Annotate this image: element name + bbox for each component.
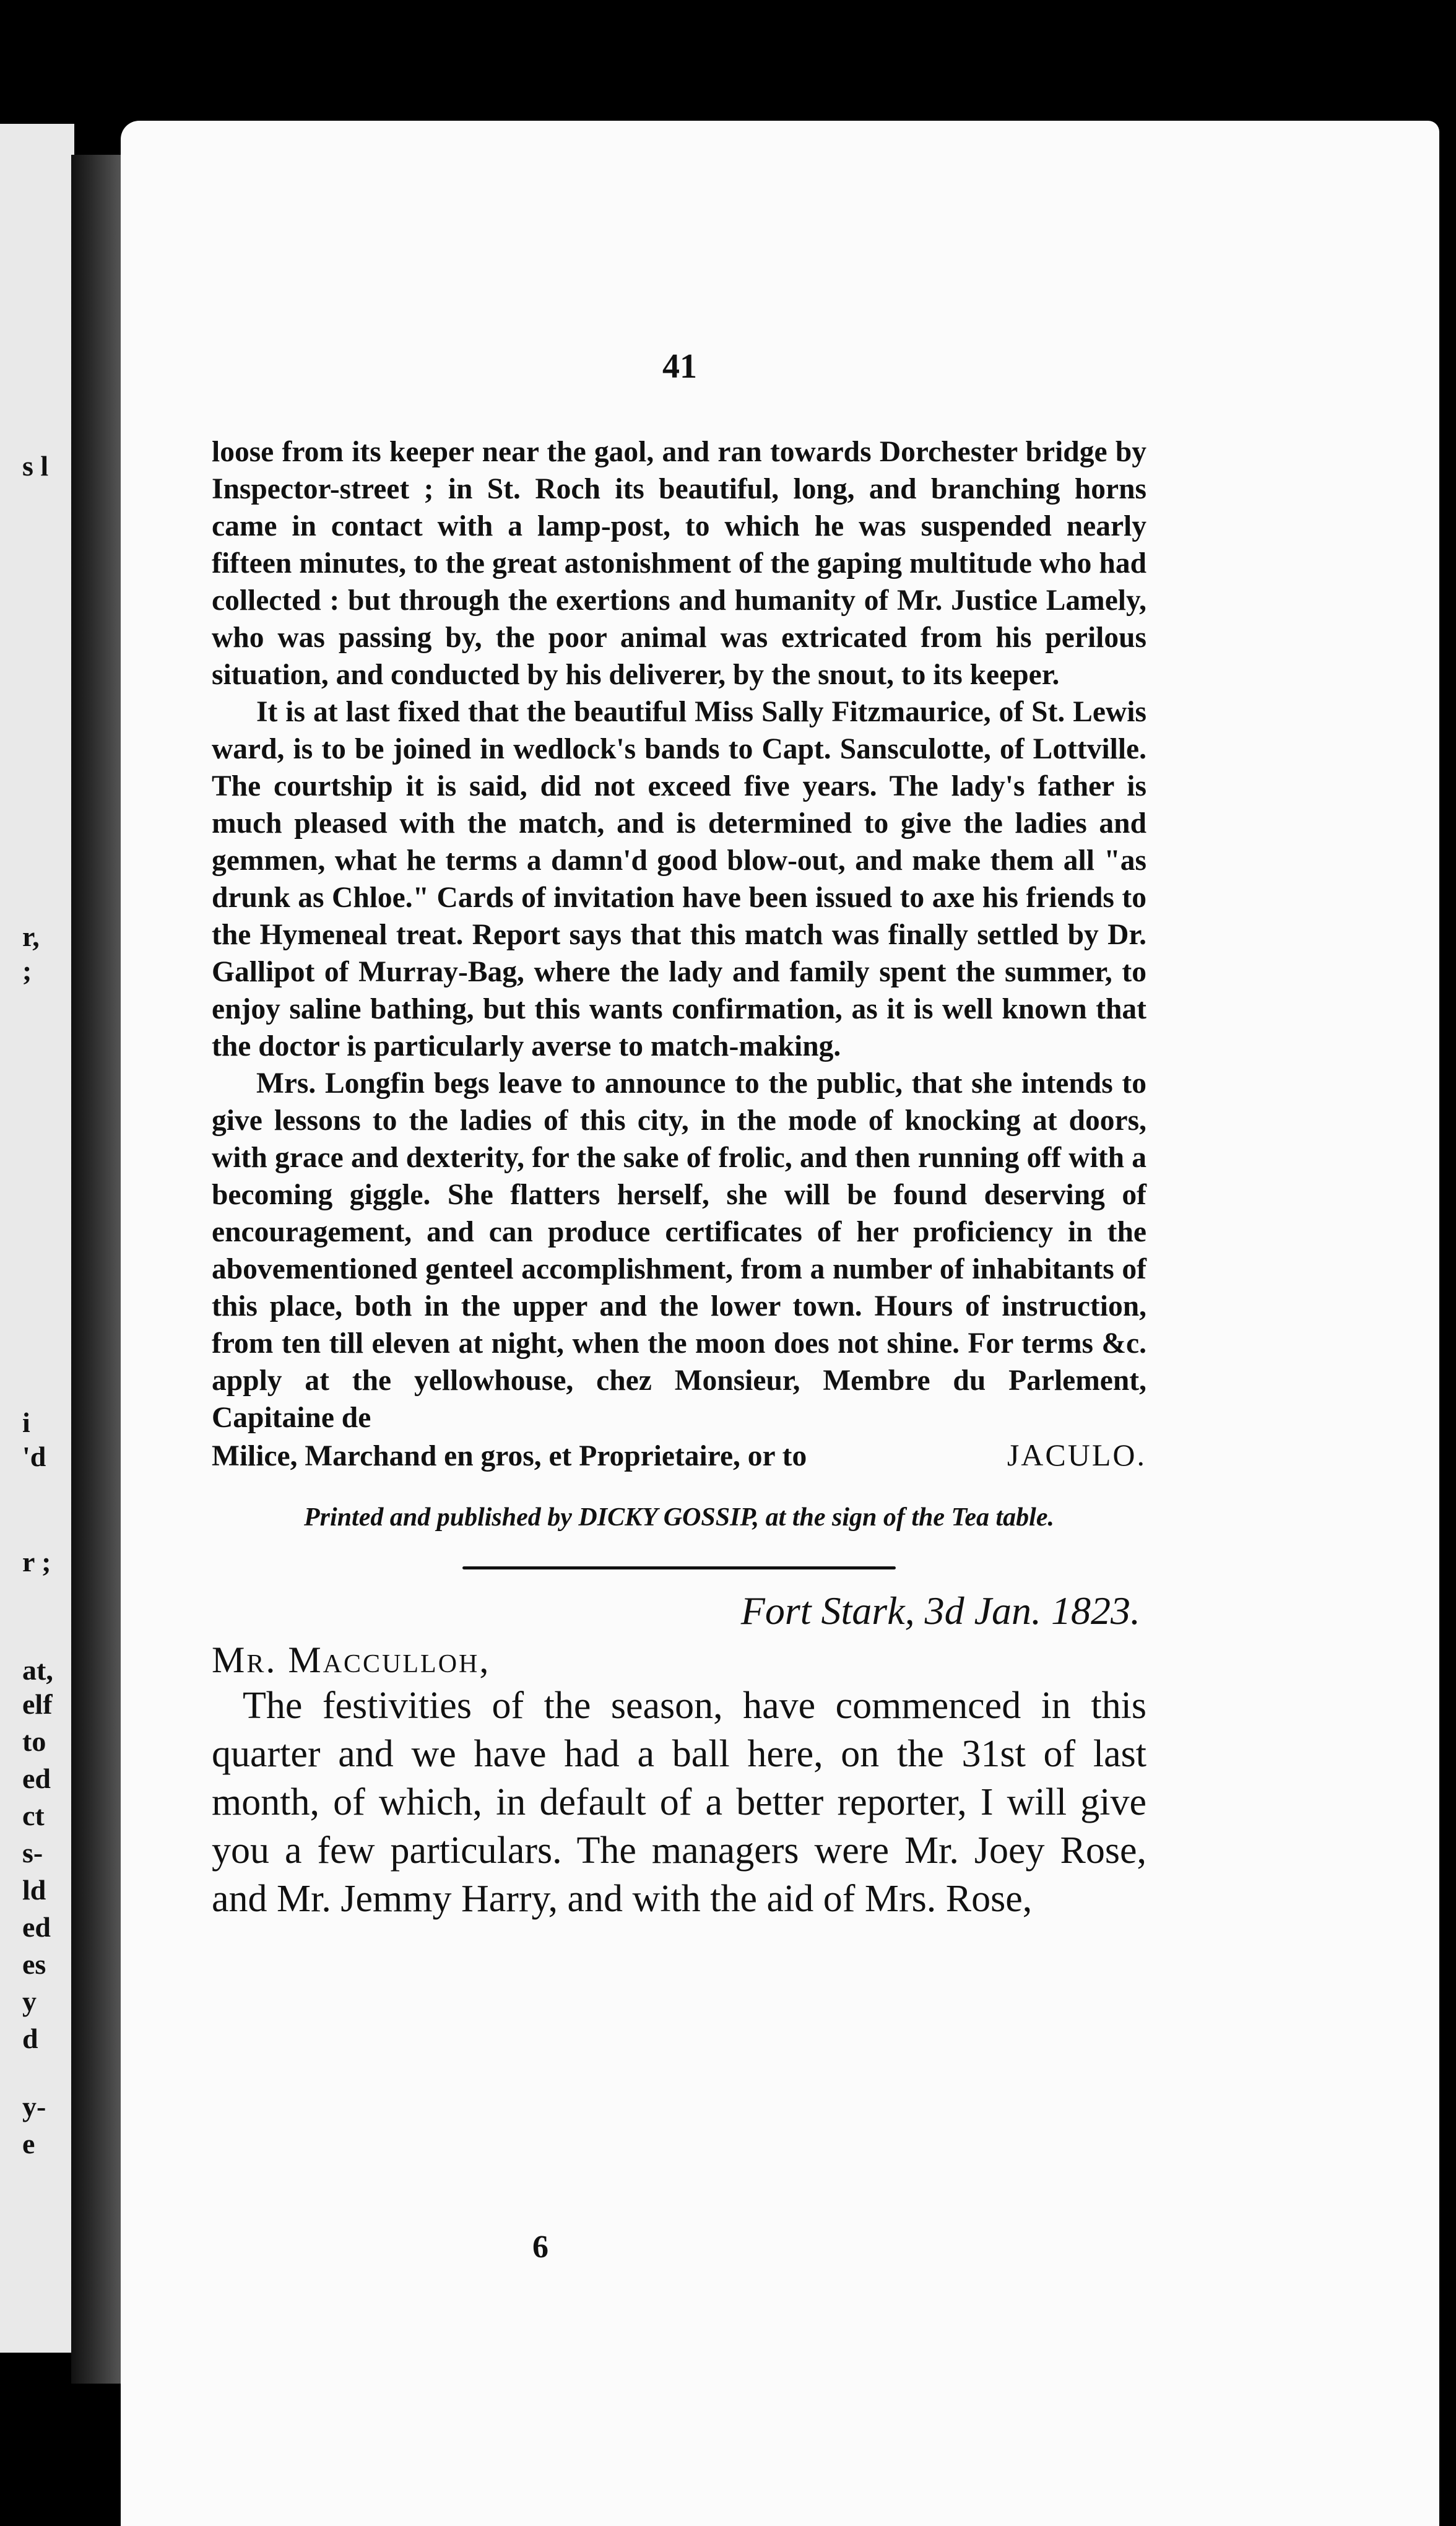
left-fragment: at,: [22, 1654, 53, 1686]
left-page-fragment: [0, 124, 74, 2353]
left-fragment: d: [22, 2023, 38, 2054]
page-content: [212, 433, 1146, 1923]
section-divider: [462, 1566, 896, 1569]
left-fragment: y-: [22, 2091, 46, 2122]
left-fragment: 'd: [22, 1441, 46, 1472]
left-fragment: s-: [22, 1837, 43, 1868]
left-fragment: ld: [22, 1874, 46, 1906]
signoff-text: Milice, Marchand en gros, et Proprietaire, or to: [212, 1440, 807, 1472]
left-fragment: e: [22, 2128, 35, 2159]
left-fragment: ct: [22, 1800, 45, 1831]
signoff-line: [212, 1436, 1146, 1475]
left-fragment: ed: [22, 1911, 51, 1943]
paragraph-wedding-notice: It is at last fixed that the beautiful Miss Sally Fitzmaurice, of St. Lewis ward, is to be joined in wedlock's bands to Capt. Sansculotte, of Lottville. The courtship it is said, did not exceed five years. The lady's father is much pleased with the match, and is determined to give the ladies and gemmen, what he terms a damn'd good blow-out, and make them all "as drunk as Chloe." Cards of invitation have been issued to axe his friends to the Hymeneal treat. Report says that this match was finally settled by Dr. Gallipot of Murray-Bag, where the lady and family spent the summer, to enjoy saline bathing, but this wants confirmation, as it is well known that the doctor is particularly averse to match-making.: [212, 696, 1146, 1062]
left-fragment: y: [22, 1986, 37, 2017]
left-fragment: to: [22, 1725, 46, 1757]
left-fragment: ;: [22, 955, 32, 986]
paragraph-loose-animal: loose from its keeper near the gaol, and ran towards Dorchester bridge by Inspector-street ; in St. Roch its beautiful, long, and branching horns came in contact with a lamp-post, to which he was suspended nearly fifteen minutes, to the great astonishment of the gaping multitude who had collected : but through the exertions and humanity of Mr. Justice Lamely, who was passing by, the poor animal was extricated from his perilous situation, and conducted by his deliverer, by the snout, to its keeper.: [212, 436, 1146, 691]
left-fragment: r ;: [22, 1546, 51, 1578]
paragraph-mrs-longfin: Mrs. Longfin begs leave to announce to the public, that she intends to give lessons to the ladies of this city, in the mode of knocking at doors, with grace and dexterity, for the sake of frolic, and then running off with a becoming giggle. She flatters herself, she will be found deserving of encouragement, and can produce certificates of her proficiency in the abovementioned genteel accomplishment, from a number of inhabitants of this place, both in the upper and the lower town. Hours of instruction, from ten till eleven at night, when the moon does not shine. For terms &c. apply at the yellowhouse, chez Monsieur, Membre du Parlement, Capitaine de: [212, 1067, 1146, 1434]
letter-addressee: Mr. Macculloh,: [212, 1639, 491, 1680]
left-fragment: ed: [22, 1763, 51, 1794]
left-fragment: s l: [22, 450, 49, 482]
imprint-line: Printed and published by DICKY GOSSIP, at the sign of the Tea table.: [304, 1503, 1054, 1532]
letter-dateline: Fort Stark, 3d Jan. 1823.: [740, 1589, 1140, 1633]
page-number: 41: [662, 347, 697, 386]
letter-body: [212, 1682, 1146, 1923]
left-fragment: i: [22, 1407, 30, 1438]
left-fragment: elf: [22, 1688, 53, 1720]
printer-signature-mark: 6: [532, 2229, 548, 2265]
news-items: [212, 433, 1146, 1475]
left-fragment: r,: [22, 921, 40, 952]
letter-paragraph: The festivities of the season, have commenced in this quarter and we have had a ball here, on the 31st of last month, of which, in default of a better reporter, I will give you a few particulars. The managers were Mr. Joey Rose, and Mr. Jemmy Harry, and with the aid of Mrs. Rose,: [212, 1685, 1146, 1920]
left-fragment: es: [22, 1948, 46, 1980]
book-spine-shadow: [71, 155, 121, 2384]
author-signature: JACULO.: [1007, 1438, 1146, 1472]
